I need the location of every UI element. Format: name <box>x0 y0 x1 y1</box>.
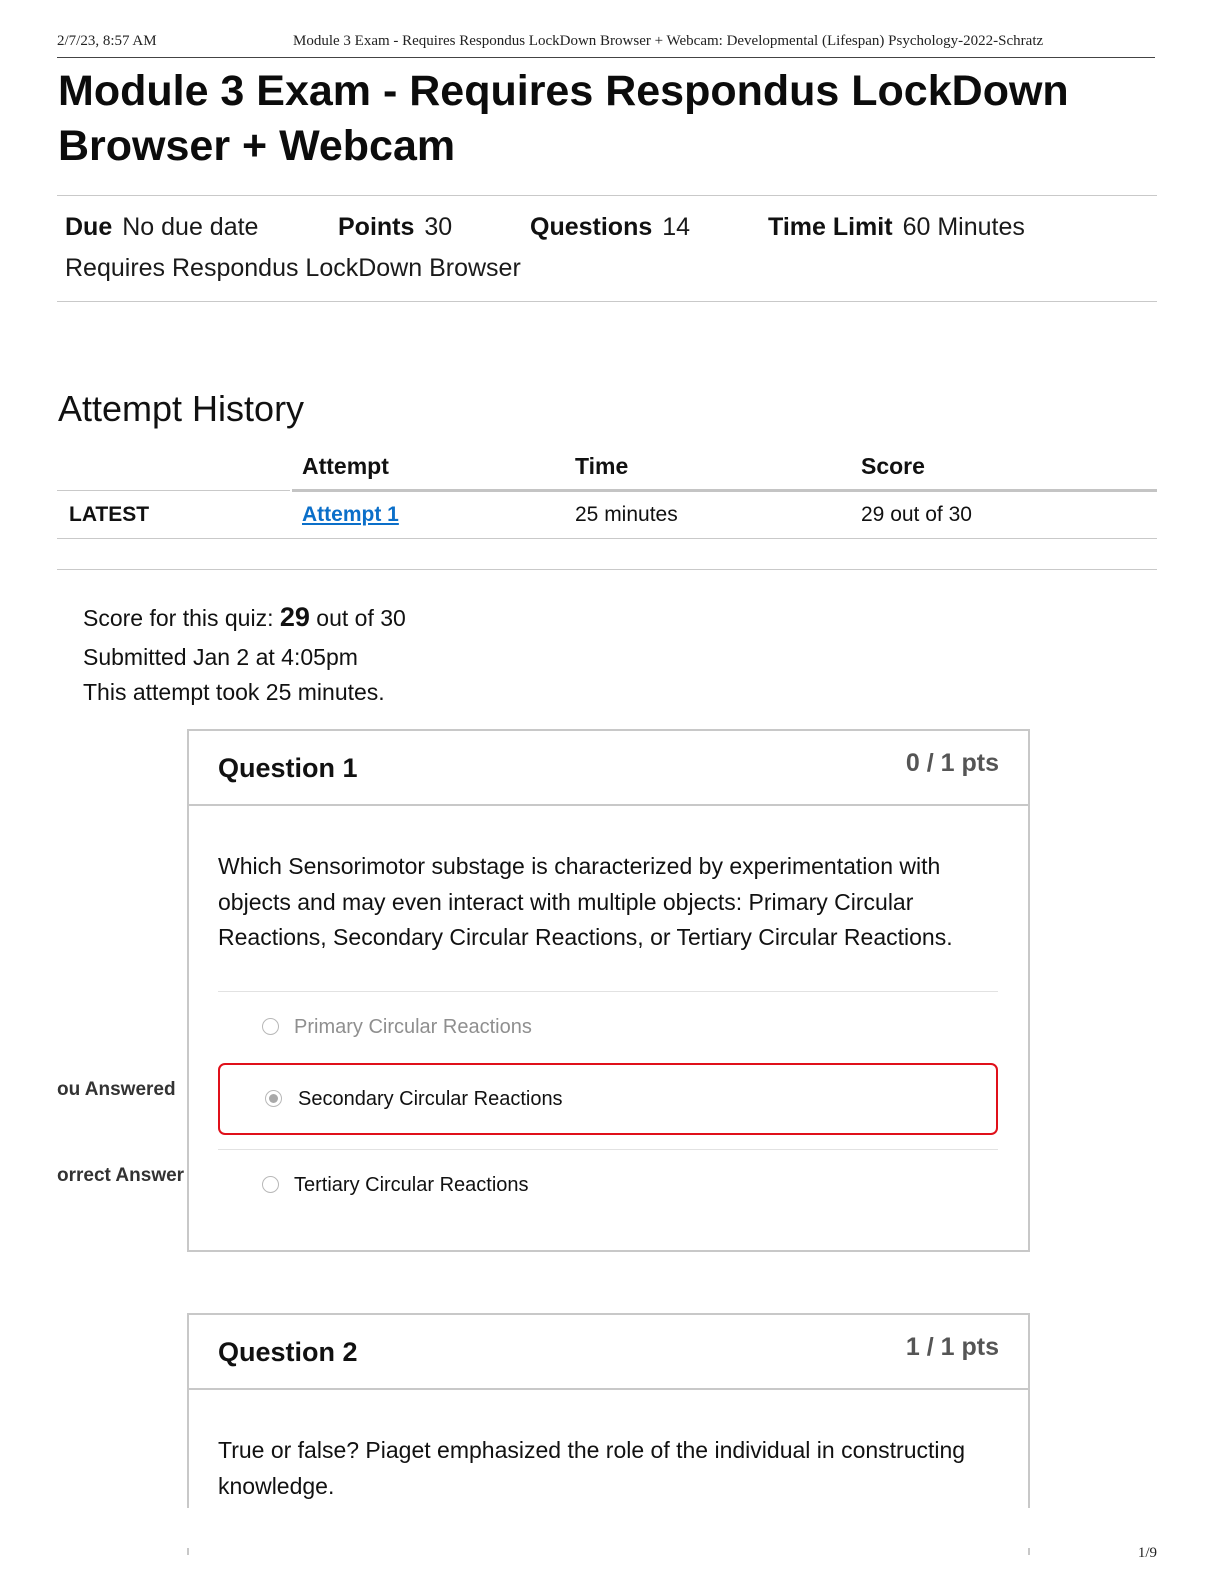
score-prefix: Score for this quiz: <box>83 605 274 631</box>
points-label: Points <box>338 213 415 241</box>
title-divider <box>57 195 1157 196</box>
question-points: 1 / 1 pts <box>905 1333 999 1361</box>
questions-value: 14 <box>662 213 691 241</box>
page-number: 1/9 <box>1137 1545 1157 1561</box>
question-text: Which Sensorimotor substage is characterized by experimentation with objects and may even interact with multiple objects: Primary Circular Reactions, Secondary Circular Reactions, or Tertiary Circular Reactions. <box>218 853 953 950</box>
print-header-divider <box>57 57 1155 58</box>
answer-option-selected-wrong[interactable] <box>218 1063 998 1135</box>
print-date: 2/7/23, 8:57 AM <box>57 33 157 49</box>
answer-option-correct[interactable] <box>218 1150 998 1222</box>
radio-button[interactable] <box>262 1176 279 1193</box>
due-label: Due <box>65 213 113 241</box>
due-value: No due date <box>122 213 259 241</box>
time-limit-value: 60 Minutes <box>902 213 1025 241</box>
question-points: 0 / 1 pts <box>905 749 999 777</box>
print-page-title: Module 3 Exam - Requires Respondus LockDown Browser + Webcam: Developmental (Lifespan) Psychology-2022-Schratz <box>293 33 1044 49</box>
answer-option[interactable] <box>218 992 998 1064</box>
due-info <box>65 213 258 242</box>
attempt-duration: This attempt took 25 minutes. <box>83 679 385 705</box>
table-row-divider <box>57 538 1157 539</box>
page-cut-mask <box>180 1508 1040 1548</box>
table-header-divider-bold <box>292 489 1157 492</box>
answer-label: Primary Circular Reactions <box>294 1016 532 1038</box>
column-header-time: Time <box>575 453 629 479</box>
latest-badge: LATEST <box>69 503 150 526</box>
radio-button[interactable] <box>262 1018 279 1035</box>
you-answered-label: ou Answered <box>57 1079 176 1100</box>
column-header-attempt: Attempt <box>302 453 389 479</box>
attempt-time: 25 minutes <box>575 503 678 526</box>
time-limit-label: Time Limit <box>768 213 893 241</box>
page-title: Module 3 Exam - Requires Respondus LockDown Browser + Webcam <box>58 67 1069 170</box>
points-info <box>338 213 452 242</box>
score-value: 29 <box>279 602 310 632</box>
table-header-divider <box>57 490 290 491</box>
lockdown-requirement: Requires Respondus LockDown Browser <box>65 254 521 282</box>
questions-label: Questions <box>530 213 653 241</box>
question-text: True or false? Piaget emphasized the role of the individual in constructing knowledge. <box>218 1437 966 1499</box>
questions-info <box>530 213 690 242</box>
question-title: Question 1 <box>218 753 358 783</box>
points-value: 30 <box>424 213 453 241</box>
correct-answer-label: orrect Answer <box>57 1165 185 1186</box>
section-divider <box>57 569 1157 570</box>
time-limit-info <box>768 213 1025 242</box>
column-header-score: Score <box>861 453 925 479</box>
attempt-score: 29 out of 30 <box>861 503 972 526</box>
question-card-1 <box>187 729 1030 1252</box>
quiz-score <box>83 602 406 633</box>
radio-button-selected[interactable] <box>265 1090 282 1107</box>
meta-divider <box>57 301 1157 302</box>
score-suffix: out of 30 <box>316 605 406 631</box>
attempt-history-title: Attempt History <box>58 388 305 429</box>
answer-label: Secondary Circular Reactions <box>298 1088 563 1110</box>
submitted-time: Submitted Jan 2 at 4:05pm <box>83 644 358 670</box>
question-header <box>189 1315 1028 1390</box>
question-title: Question 2 <box>218 1337 358 1367</box>
attempt-1-link[interactable]: Attempt 1 <box>302 503 399 526</box>
answer-label: Tertiary Circular Reactions <box>294 1174 529 1196</box>
question-header <box>189 731 1028 806</box>
